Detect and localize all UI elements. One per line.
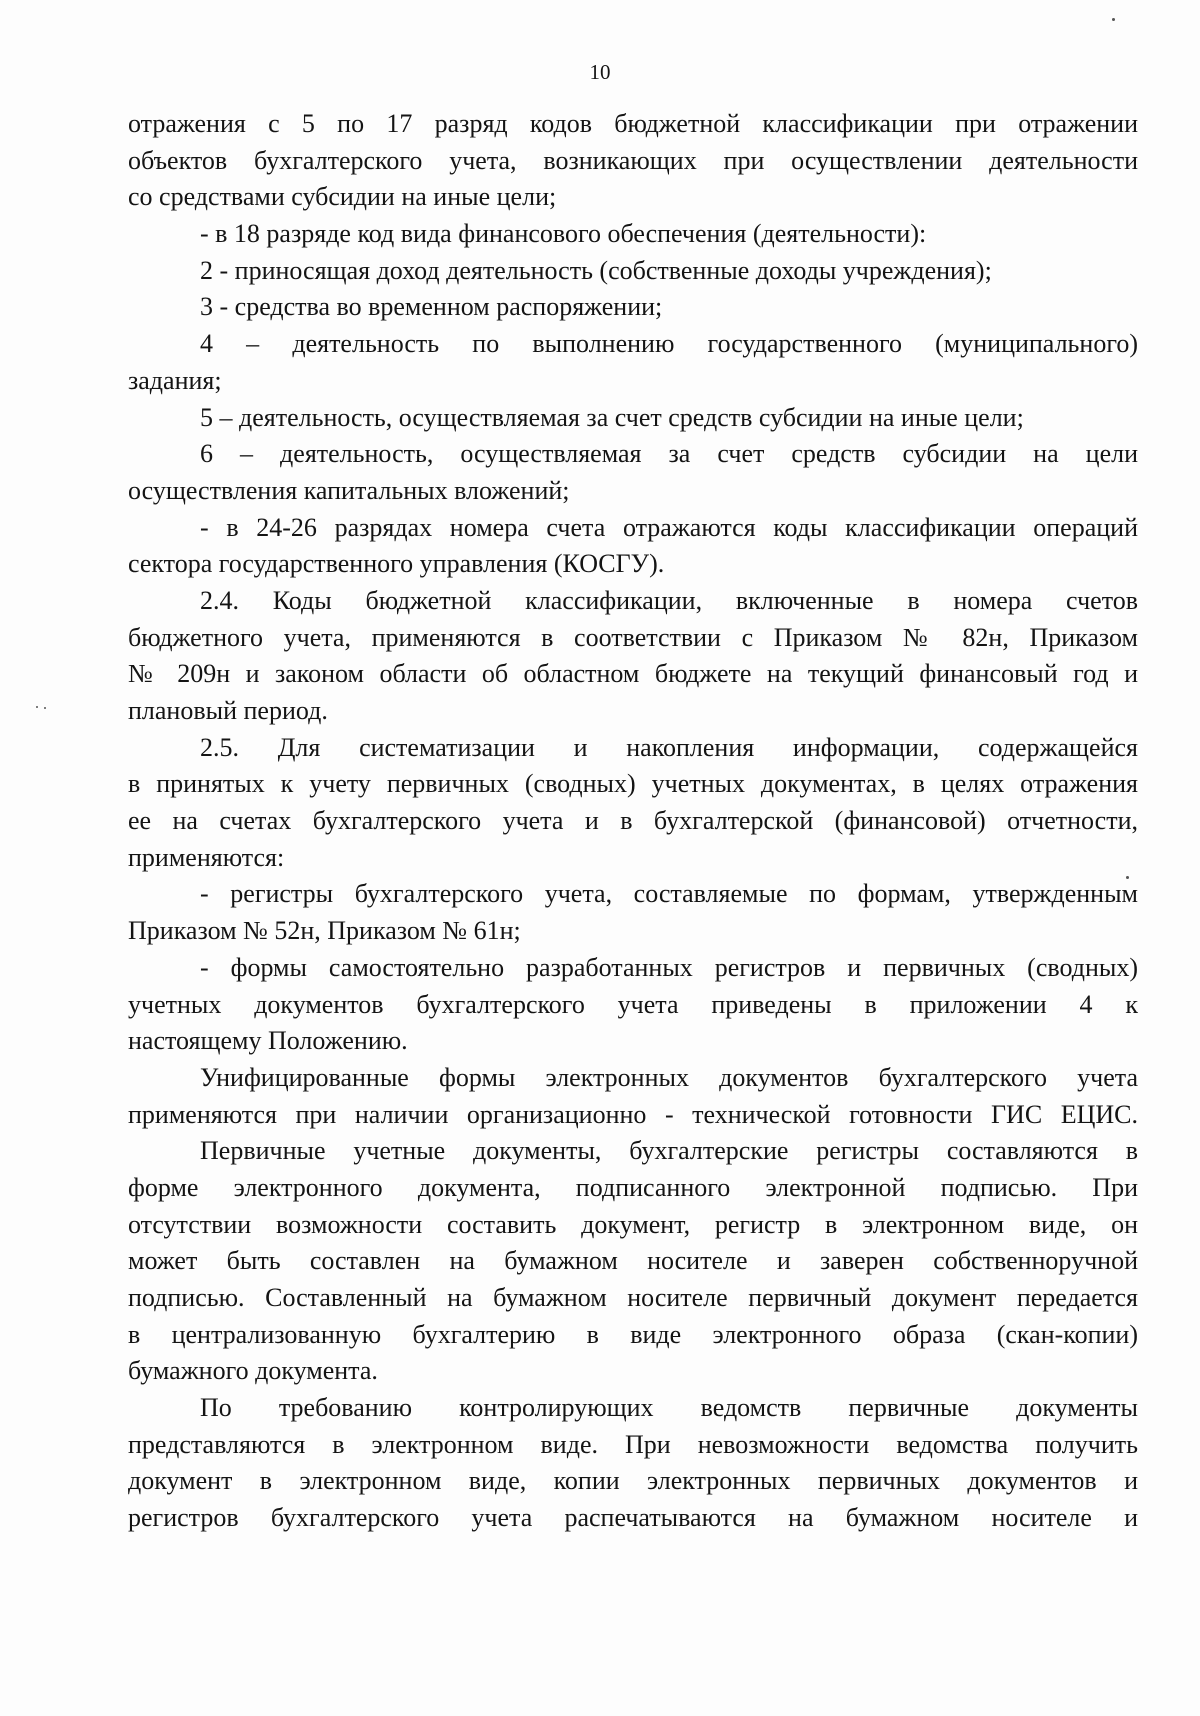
text-line: применяются:	[128, 842, 285, 872]
text-line: плановый период.	[128, 696, 328, 725]
text-line: представляются в электронном виде. При невозможности ведомства получить	[128, 1429, 1138, 1459]
text-line: учетных документов бухгалтерского учета приведены в приложении 4 к	[128, 989, 1138, 1019]
text-line: в централизованную бухгалтерию в виде электронного образа (скан-копии)	[128, 1319, 1138, 1349]
text-line: бумажного документа.	[128, 1356, 378, 1386]
text-line: в принятых к учету первичных (сводных) учетных документах, в целях отражения	[128, 769, 1138, 799]
text-line: сектора государственного управления (КОСГУ).	[128, 549, 665, 579]
text-line: 2 - приносящая доход деятельность (собственные доходы учреждения);	[200, 255, 992, 285]
text-line: 5 – деятельность, осуществляемая за счет средств субсидии на иные цели;	[200, 402, 1024, 432]
text-line: Унифицированные формы электронных документов бухгалтерского учета	[200, 1062, 1138, 1092]
text-line: 3 - средства во временном распоряжении;	[200, 292, 663, 322]
text-line: настоящему Положению.	[128, 1026, 408, 1056]
text-line: применяются при наличии организационно - технической готовности ГИС ЕЦИС.	[128, 1099, 1138, 1129]
text-line: 6 – деятельность, осуществляемая за счет средств субсидии на цели	[200, 439, 1138, 469]
text-line: ее на счетах бухгалтерского учета и в бухгалтерской (финансовой) отчетности,	[128, 806, 1138, 836]
page-number: 10	[589, 60, 611, 84]
text-line: 2.5. Для систематизации и накопления информации, содержащейся	[200, 732, 1138, 762]
text-line: - в 18 разряде код вида финансового обеспечения (деятельности):	[200, 219, 927, 249]
text-line: регистров бухгалтерского учета распечатываются на бумажном носителе и	[128, 1503, 1138, 1533]
text-line: бюджетного учета, применяются в соответствии с Приказом № 82н, Приказом	[128, 622, 1138, 652]
text-line: форме электронного документа, подписанного электронной подписью. При	[128, 1172, 1138, 1202]
scan-speck	[1112, 18, 1115, 21]
text-line: Приказом № 52н, Приказом № 61н;	[128, 916, 521, 946]
text-line: документ в электронном виде, копии электронных первичных документов и	[128, 1466, 1138, 1496]
text-line: подписью. Составленный на бумажном носителе первичный документ передается	[128, 1283, 1138, 1312]
text-line: задания;	[128, 365, 222, 395]
scan-speck	[36, 706, 38, 708]
text-line: отражения с 5 по 17 разряд кодов бюджетной классификации при отражении	[128, 109, 1138, 138]
text-line: - в 24-26 разрядах номера счета отражаются коды классификации операций	[200, 512, 1138, 542]
scan-speck	[44, 707, 46, 709]
document-body	[128, 106, 1138, 1537]
text-line: 2.4. Коды бюджетной классификации, включенные в номера счетов	[200, 585, 1138, 615]
text-line: осуществления капитальных вложений;	[128, 475, 570, 505]
text-line: может быть составлен на бумажном носителе и заверен собственноручной	[128, 1246, 1138, 1276]
text-line: объектов бухгалтерского учета, возникающих при осуществлении деятельности	[128, 145, 1138, 175]
text-line: - регистры бухгалтерского учета, составляемые по формам, утвержденным	[200, 879, 1138, 909]
text-line: отсутствии возможности составить документ, регистр в электронном виде, он	[128, 1209, 1138, 1239]
text-line: Первичные учетные документы, бухгалтерские регистры составляются в	[200, 1136, 1138, 1166]
text-line: № 209н и законом области об областном бюджете на текущий финансовый год и	[128, 659, 1138, 689]
text-line: 4 – деятельность по выполнению государственного (муниципального)	[200, 329, 1138, 359]
text-line: со средствами субсидии на иные цели;	[128, 182, 557, 212]
text-line: По требованию контролирующих ведомств первичные документы	[200, 1393, 1138, 1423]
text-line: - формы самостоятельно разработанных регистров и первичных (сводных)	[200, 952, 1138, 982]
scan-speck	[1126, 876, 1129, 879]
